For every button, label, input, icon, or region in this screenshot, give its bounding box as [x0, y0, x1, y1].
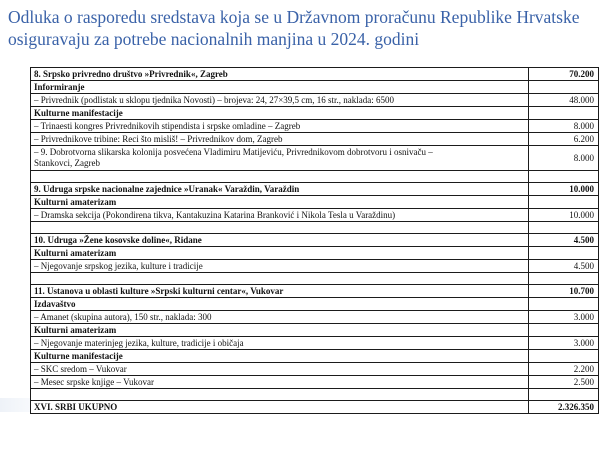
category-label: Kulturne manifestacije [31, 350, 529, 363]
item-row [31, 337, 599, 350]
category-label: Kulturni amaterizam [31, 247, 529, 260]
category-amount-empty [529, 298, 599, 311]
item-label: – SKC sredom – Vukovar [31, 363, 529, 376]
item-amount: 8.000 [529, 146, 599, 171]
item-amount: 3.000 [529, 311, 599, 324]
item-amount: 48.000 [529, 94, 599, 107]
item-row [31, 146, 599, 171]
item-label: – Privrednik (podlistak u sklopu tjednika Novosti) – brojeva: 24, 27×39,5 cm, 16 str., naklada: 6500 [31, 94, 529, 107]
category-row [31, 298, 599, 311]
organization-name: 10. Udruga »Žene kosovske doline«, Ridane [31, 234, 529, 247]
item-amount: 8.000 [529, 120, 599, 133]
item-label: – Privrednikove tribine: Reci što misliš! – Privrednikov dom, Zagreb [31, 133, 529, 146]
category-label: Kulturne manifestacije [31, 107, 529, 120]
category-row [31, 196, 599, 209]
document-title-line-2: osiguravaju za potrebe nacionalnih manjina u 2024. godini [8, 29, 420, 49]
item-label: – Dramska sekcija (Pokondirena tikva, Kantakuzina Katarina Branković i Nikola Tesla u Varaždinu) [31, 209, 529, 222]
spacer-cell [529, 171, 599, 183]
item-amount: 6.200 [529, 133, 599, 146]
item-label: – Njegovanje srpskog jezika, kulture i tradicije [31, 260, 529, 273]
category-amount-empty [529, 350, 599, 363]
category-label: Izdavaštvo [31, 298, 529, 311]
organization-amount: 10.700 [529, 285, 599, 298]
item-label: – Trinaesti kongres Privrednikovih stipendista i srpske omladine – Zagreb [31, 120, 529, 133]
item-amount: 4.500 [529, 260, 599, 273]
item-label-line-1: – 9. Dobrotvorna slikarska kolonija posvećena Vladimiru Matijeviću, Privrednikovom dobrotvoru i osnivaču – [34, 147, 433, 157]
category-amount-empty [529, 81, 599, 94]
organization-amount: 10.000 [529, 183, 599, 196]
document-title [8, 6, 604, 50]
item-row [31, 133, 599, 146]
organization-name: 9. Udruga srpske nacionalne zajednice »Uranak« Varaždin, Varaždin [31, 183, 529, 196]
total-label: XVI. SRBI UKUPNO [31, 401, 529, 414]
organization-name: 8. Srpsko privredno društvo »Privrednik«, Zagreb [31, 68, 529, 81]
item-label: – Amanet (skupina autora), 150 str., naklada: 300 [31, 311, 529, 324]
item-row [31, 260, 599, 273]
spacer-cell [31, 171, 529, 183]
item-label: – Mesec srpske knjige – Vukovar [31, 376, 529, 389]
page-edge-shadow [0, 398, 30, 412]
spacer-row [31, 222, 599, 234]
category-row [31, 350, 599, 363]
spacer-cell [31, 389, 529, 401]
organization-name: 11. Ustanova u oblasti kulture »Srpski kulturni centar«, Vukovar [31, 285, 529, 298]
spacer-row [31, 389, 599, 401]
category-row [31, 107, 599, 120]
allocation-table [30, 67, 599, 414]
item-amount: 10.000 [529, 209, 599, 222]
organization-amount: 4.500 [529, 234, 599, 247]
item-row [31, 311, 599, 324]
organization-row [31, 285, 599, 298]
category-row [31, 247, 599, 260]
category-amount-empty [529, 196, 599, 209]
spacer-cell [31, 273, 529, 285]
category-label: Informiranje [31, 81, 529, 94]
category-row [31, 324, 599, 337]
item-label [31, 146, 529, 171]
item-label: – Njegovanje materinjeg jezika, kulture, tradicije i običaja [31, 337, 529, 350]
organization-amount: 70.200 [529, 68, 599, 81]
item-amount: 2.200 [529, 363, 599, 376]
item-label-line-2: Stankovci, Zagreb [34, 158, 100, 168]
category-amount-empty [529, 324, 599, 337]
organization-row [31, 234, 599, 247]
item-row [31, 94, 599, 107]
spacer-row [31, 171, 599, 183]
category-amount-empty [529, 107, 599, 120]
item-row [31, 120, 599, 133]
item-amount: 2.500 [529, 376, 599, 389]
spacer-cell [529, 273, 599, 285]
spacer-cell [529, 389, 599, 401]
spacer-row [31, 273, 599, 285]
category-amount-empty [529, 247, 599, 260]
item-row [31, 376, 599, 389]
organization-row [31, 68, 599, 81]
spacer-cell [31, 222, 529, 234]
total-row [31, 401, 599, 414]
item-row [31, 209, 599, 222]
category-label: Kulturni amaterizam [31, 196, 529, 209]
total-amount: 2.326.350 [529, 401, 599, 414]
allocation-table-wrapper [30, 67, 598, 414]
item-amount: 3.000 [529, 337, 599, 350]
category-label: Kulturni amaterizam [31, 324, 529, 337]
document-title-line-1: Odluka o rasporedu sredstava koja se u Državnom proračunu Republike Hrvatske [8, 7, 580, 27]
organization-row [31, 183, 599, 196]
spacer-cell [529, 222, 599, 234]
item-row [31, 363, 599, 376]
category-row [31, 81, 599, 94]
